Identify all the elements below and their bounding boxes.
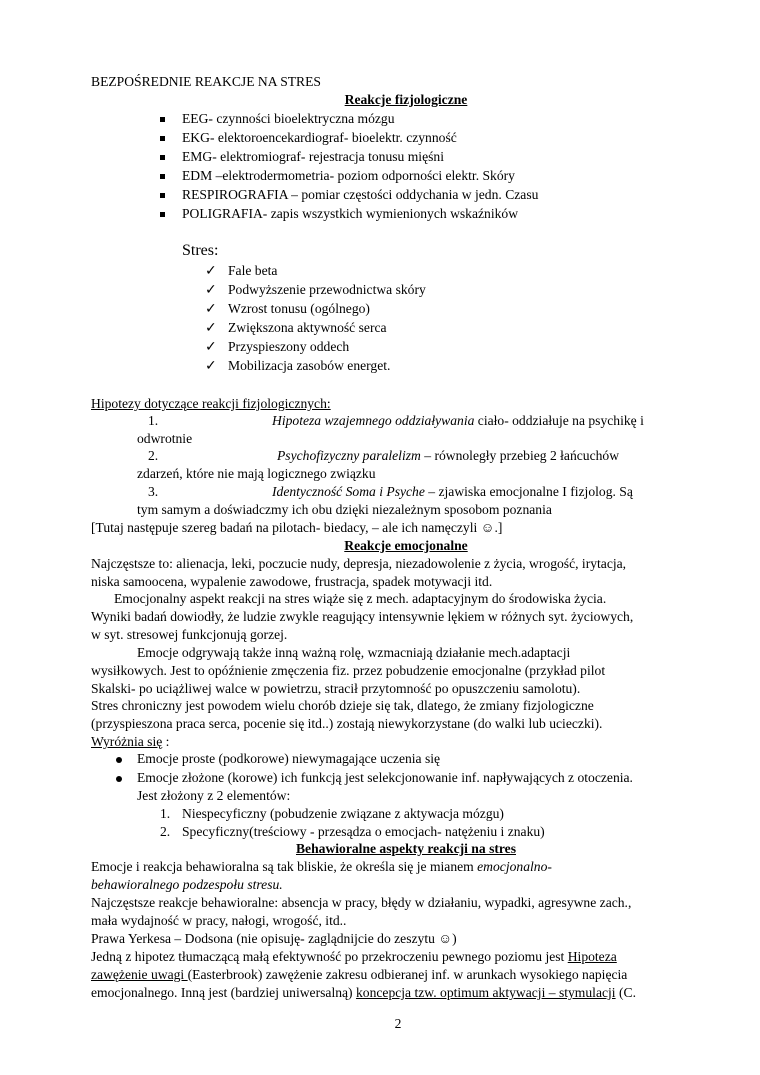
paragraph-line: w syt. stresowej funkcjonują gorzej. bbox=[91, 627, 288, 642]
hypothesis-2-cont: zdarzeń, które nie mają logicznego związku bbox=[137, 466, 376, 481]
paragraph-line: Emocje i reakcja behawioralna są tak bliskie, że określa się je mianem emocjonalno- bbox=[91, 859, 552, 874]
checkmark-icon: ✓ bbox=[205, 320, 217, 336]
list-item: Przyspieszony oddech bbox=[228, 339, 350, 354]
square-bullet-icon bbox=[160, 212, 165, 217]
hypothesis-1: Hipoteza wzajemnego oddziaływania ciało- oddziałuje na psychikę i bbox=[272, 413, 644, 428]
hypothesis-3: Identyczność Soma i Psyche – zjawiska emocjonalne I fizjolog. Są bbox=[272, 484, 633, 499]
paragraph-line: niska samoocena, wypalenie zawodowe, frustracja, spadek motywacji itd. bbox=[91, 574, 493, 589]
hypothesis-3-cont: tym samym a doświadczmy ich obu dzięki niezależnym sposobom poznania bbox=[137, 502, 552, 517]
list-item: Niespecyficzny (pobudzenie związane z aktywacja mózgu) bbox=[182, 806, 504, 821]
list-number: 2. bbox=[148, 448, 159, 463]
list-number: 1. bbox=[148, 413, 159, 428]
square-bullet-icon bbox=[160, 174, 165, 179]
paragraph-line: wysiłkowych. Jest to opóźnienie zmęczenia fiz. przez pobudzenie emocjonalne (przykład pilot bbox=[91, 663, 606, 678]
list-item: Wzrost tonusu (ogólnego) bbox=[228, 301, 370, 316]
paragraph-line: Stres chroniczny jest powodem wielu chorób dzieje się tak, dlatego, że zmiany fizjologiczne bbox=[91, 698, 594, 713]
page-number: 2 bbox=[394, 1016, 402, 1031]
paragraph-line: Wyniki badań dowiodły, że ludzie zwykle reagujący intensywnie lękiem w różnych syt. życiowych, bbox=[91, 609, 634, 624]
note: [Tutaj następuje szereg badań na pilotach- biedacy, – ale ich namęczyli ☺.] bbox=[91, 520, 503, 535]
list-item: Podwyższenie przewodnictwa skóry bbox=[228, 282, 426, 297]
square-bullet-icon bbox=[160, 136, 165, 141]
section-title-behawioralne: Behawioralne aspekty reakcji na stres bbox=[295, 841, 516, 856]
paragraph-line: Emocje odgrywają także inną ważną rolę, wzmacniają działanie mech.adaptacji bbox=[137, 645, 571, 660]
list-item: EDM –elektrodermometria- poziom odporności elektr. Skóry bbox=[182, 168, 515, 183]
square-bullet-icon bbox=[160, 155, 165, 160]
hypothesis-2: Psychofizyczny paralelizm – równoległy przebieg 2 łańcuchów bbox=[277, 448, 620, 463]
paragraph-line: Najczęstsze reakcje behawioralne: absencja w pracy, błędy w działaniu, wypadki, agresywne zach., bbox=[91, 895, 632, 910]
checkmark-icon: ✓ bbox=[205, 339, 217, 355]
checkmark-icon: ✓ bbox=[205, 358, 217, 374]
wyroznia-line: Wyróżnia się : bbox=[91, 734, 170, 749]
checkmark-icon: ✓ bbox=[205, 301, 217, 317]
checkmark-icon: ✓ bbox=[205, 263, 217, 279]
paragraph-line: zawężenie uwagi (Easterbrook) zawężenie zakresu odbieranej inf. w arunkach wysokiego napięcia bbox=[91, 967, 628, 982]
paragraph-line: Prawa Yerkesa – Dodsona (nie opisuję- zaglądnijcie do zeszytu ☺) bbox=[91, 931, 457, 946]
list-number: 2. bbox=[160, 824, 171, 839]
paragraph-line: behawioralnego podzespołu stresu. bbox=[91, 877, 283, 892]
list-item: Zwiększona aktywność serca bbox=[228, 320, 387, 335]
list-item: Mobilizacja zasobów energet. bbox=[228, 358, 391, 373]
paragraph-line: Najczęstsze to: alienacja, leki, poczucie nudy, depresja, niezadowolenie z życia, wrogość, irytacja, bbox=[91, 556, 627, 571]
list-item: Emocje proste (podkorowe) niewymagające uczenia się bbox=[137, 751, 441, 766]
square-bullet-icon bbox=[160, 193, 165, 198]
list-item: Fale beta bbox=[228, 263, 278, 278]
list-item: RESPIROGRAFIA – pomiar częstości oddychania w jedn. Czasu bbox=[182, 187, 539, 202]
checkmark-icon: ✓ bbox=[205, 282, 217, 298]
paragraph-line: (przyspieszona praca serca, pocenie się itd..) zostają niewykorzystane (do walki lub ucieczki). bbox=[91, 716, 603, 731]
list-item: POLIGRAFIA- zapis wszystkich wymienionych wskaźników bbox=[182, 206, 519, 221]
list-number: 3. bbox=[148, 484, 159, 499]
paragraph-line: Jedną z hipotez tłumaczącą małą efektywność po przekroczeniu pewnego poziomu jest Hipoteza bbox=[91, 949, 617, 964]
bullet-icon bbox=[116, 776, 122, 782]
list-number: 1. bbox=[160, 806, 171, 821]
paragraph-line: emocjonalnego. Inną jest (bardziej uniwersalną) koncepcja tzw. optimum aktywacji – stymulacji (C. bbox=[91, 985, 636, 1000]
hypothesis-1-cont: odwrotnie bbox=[137, 431, 193, 446]
page-heading: BEZPOŚREDNIE REAKCJE NA STRES bbox=[91, 74, 321, 89]
bullet-icon bbox=[116, 757, 122, 763]
list-item: Specyficzny(treściowy - przesądza o emocjach- natężeniu i znaku) bbox=[182, 824, 545, 839]
paragraph-line: Emocjonalny aspekt reakcji na stres wiąże się z mech. adaptacyjnym do środowiska życia. bbox=[114, 591, 607, 606]
list-item: EEG- czynności bioelektryczna mózgu bbox=[182, 111, 395, 126]
square-bullet-icon bbox=[160, 117, 165, 122]
paragraph-line: Skalski- po uciążliwej walce w powietrzu, stracił przytomność po opuszczeniu samolotu). bbox=[91, 681, 581, 696]
hypotheses-title: Hipotezy dotyczące reakcji fizjologicznych: bbox=[91, 396, 331, 411]
list-item-cont: Jest złożony z 2 elementów: bbox=[137, 788, 291, 803]
list-item: EKG- elektoroencekardiograf- bioelektr. czynność bbox=[182, 130, 457, 145]
paragraph-line: mała wydajność w pracy, nałogi, wrogość, itd.. bbox=[91, 913, 347, 928]
section-title-emocjonalne: Reakcje emocjonalne bbox=[344, 538, 468, 553]
stres-label: Stres: bbox=[182, 242, 219, 259]
list-item: EMG- elektromiograf- rejestracja tonusu mięśni bbox=[182, 149, 444, 164]
list-item: Emocje złożone (korowe) ich funkcją jest selekcjonowanie inf. napływających z otoczenia. bbox=[137, 770, 633, 785]
section-title-fizjologiczne: Reakcje fizjologiczne bbox=[344, 92, 468, 107]
